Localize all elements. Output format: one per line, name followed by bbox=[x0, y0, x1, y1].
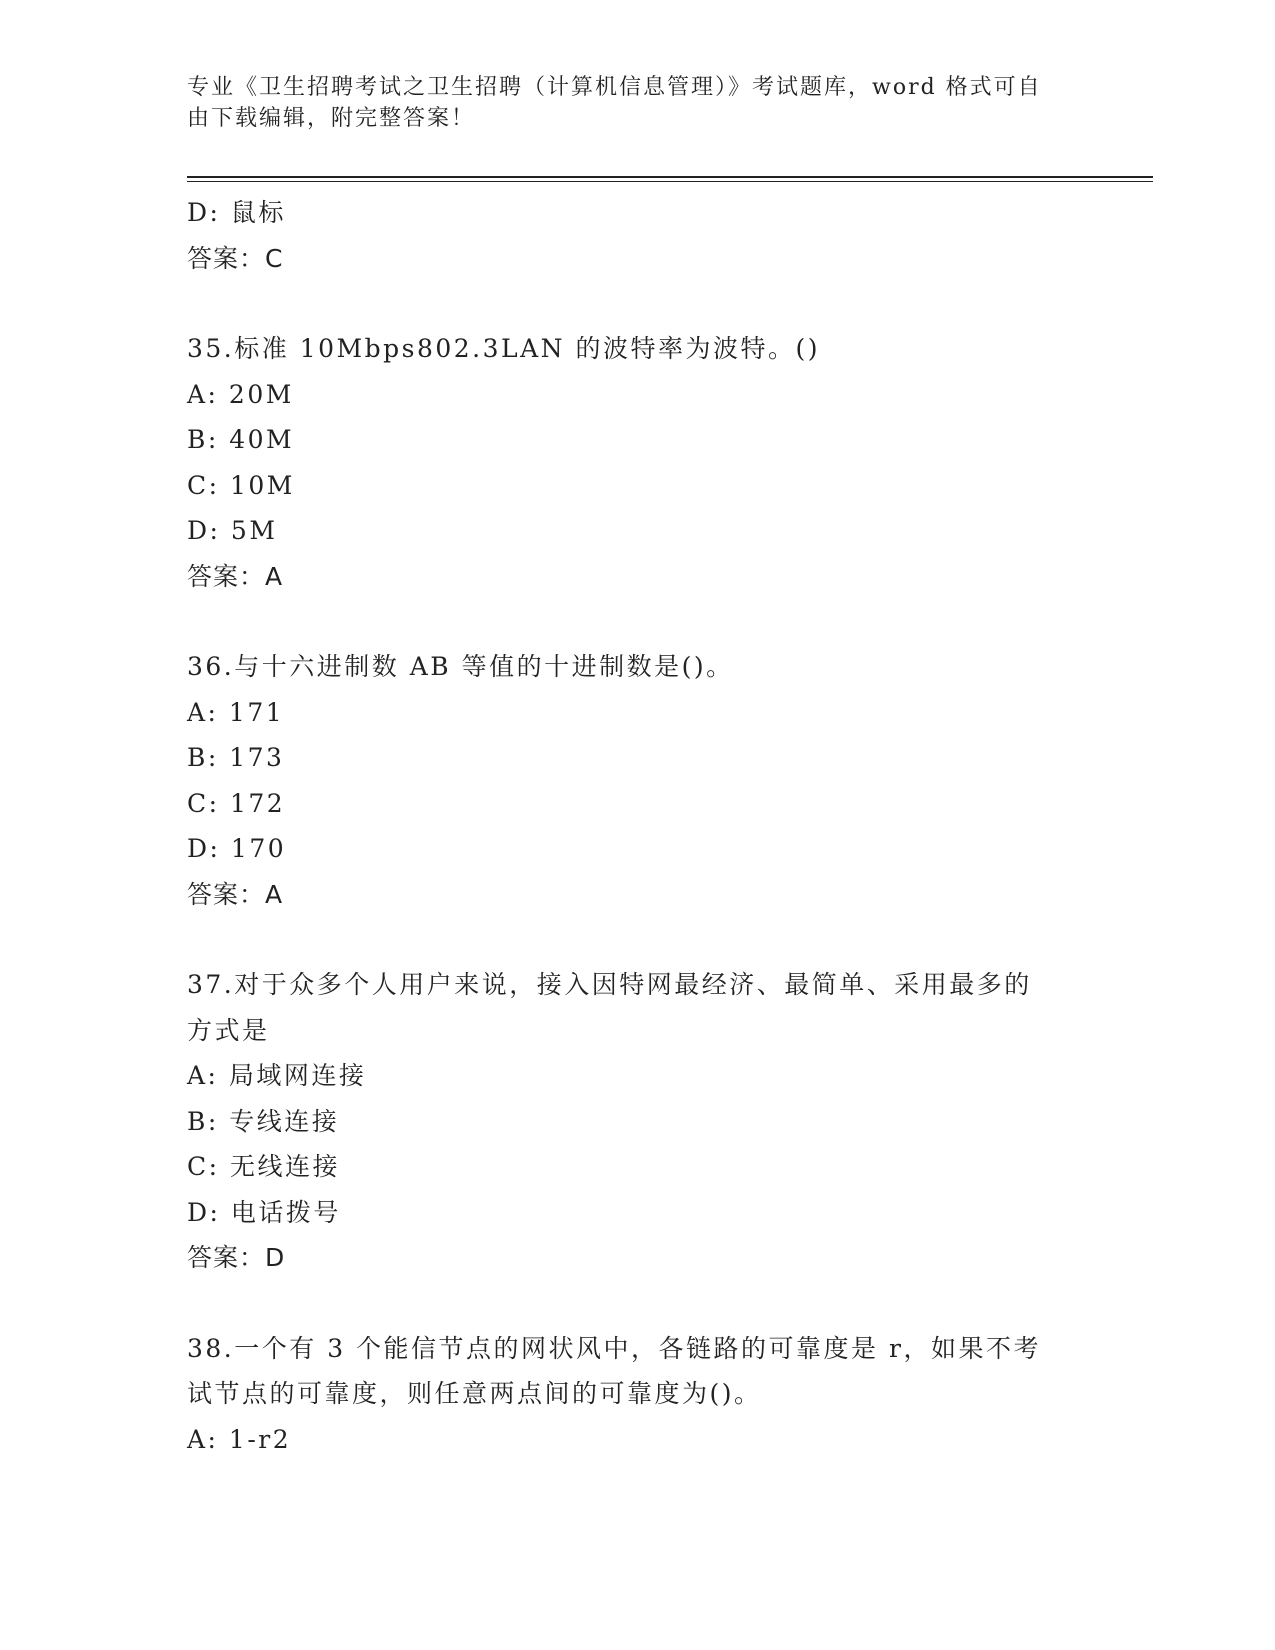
answer-line: 答案：A bbox=[187, 879, 284, 909]
answer-line: 答案：A bbox=[187, 561, 284, 591]
header-divider-thick bbox=[187, 176, 1153, 178]
option-a: A: 局域网连接 bbox=[187, 1061, 367, 1090]
answer-line: 答案：D bbox=[187, 1243, 286, 1272]
question-text-line-1: 38.一个有 3 个能信节点的网状风中，各链路的可靠度是 r，如果不考 bbox=[187, 1333, 1041, 1363]
question-text-line-1: 37.对于众多个人用户来说，接入因特网最经济、最简单、采用最多的 bbox=[187, 970, 1032, 999]
option-c: C: 10M bbox=[187, 470, 295, 500]
header-line-1: 专业《卫生招聘考试之卫生招聘（计算机信息管理）》考试题库，word 格式可自 bbox=[187, 75, 1042, 100]
question-text: 36.与十六进制数 AB 等值的十进制数是()。 bbox=[187, 652, 734, 681]
option-d: D: 170 bbox=[187, 834, 287, 863]
option-c: C: 无线连接 bbox=[187, 1152, 340, 1181]
option-b: B: 专线连接 bbox=[187, 1106, 340, 1136]
question-text bbox=[187, 962, 1087, 1053]
option-d: D: 鼠标 bbox=[187, 198, 286, 227]
header-divider-thin bbox=[187, 181, 1153, 182]
question-text bbox=[187, 1326, 1087, 1417]
option-a: A: 171 bbox=[187, 697, 285, 727]
question-list bbox=[187, 190, 1087, 1462]
option-a: A: 20M bbox=[187, 379, 294, 409]
document-header bbox=[187, 72, 1067, 134]
question-35 bbox=[187, 326, 1087, 599]
question-text-line-2: 方式是 bbox=[187, 1015, 270, 1045]
question-37 bbox=[187, 962, 1087, 1281]
question-text-line-2: 试节点的可靠度，则任意两点间的可靠度为()。 bbox=[187, 1379, 762, 1408]
question-text: 35.标准 10Mbps802.3LAN 的波特率为波特。() bbox=[187, 334, 821, 363]
option-d: D: 电话拨号 bbox=[187, 1197, 341, 1227]
option-a: A: 1-r2 bbox=[187, 1424, 292, 1454]
previous-question-tail bbox=[187, 190, 1087, 281]
question-38 bbox=[187, 1326, 1087, 1463]
option-c: C: 172 bbox=[187, 788, 286, 818]
header-line-2: 由下载编辑，附完整答案！ bbox=[187, 106, 476, 131]
question-36 bbox=[187, 644, 1087, 917]
option-b: B: 173 bbox=[187, 743, 285, 772]
option-d: D: 5M bbox=[187, 516, 278, 545]
option-b: B: 40M bbox=[187, 425, 295, 454]
answer-line: 答案：C bbox=[187, 243, 284, 273]
